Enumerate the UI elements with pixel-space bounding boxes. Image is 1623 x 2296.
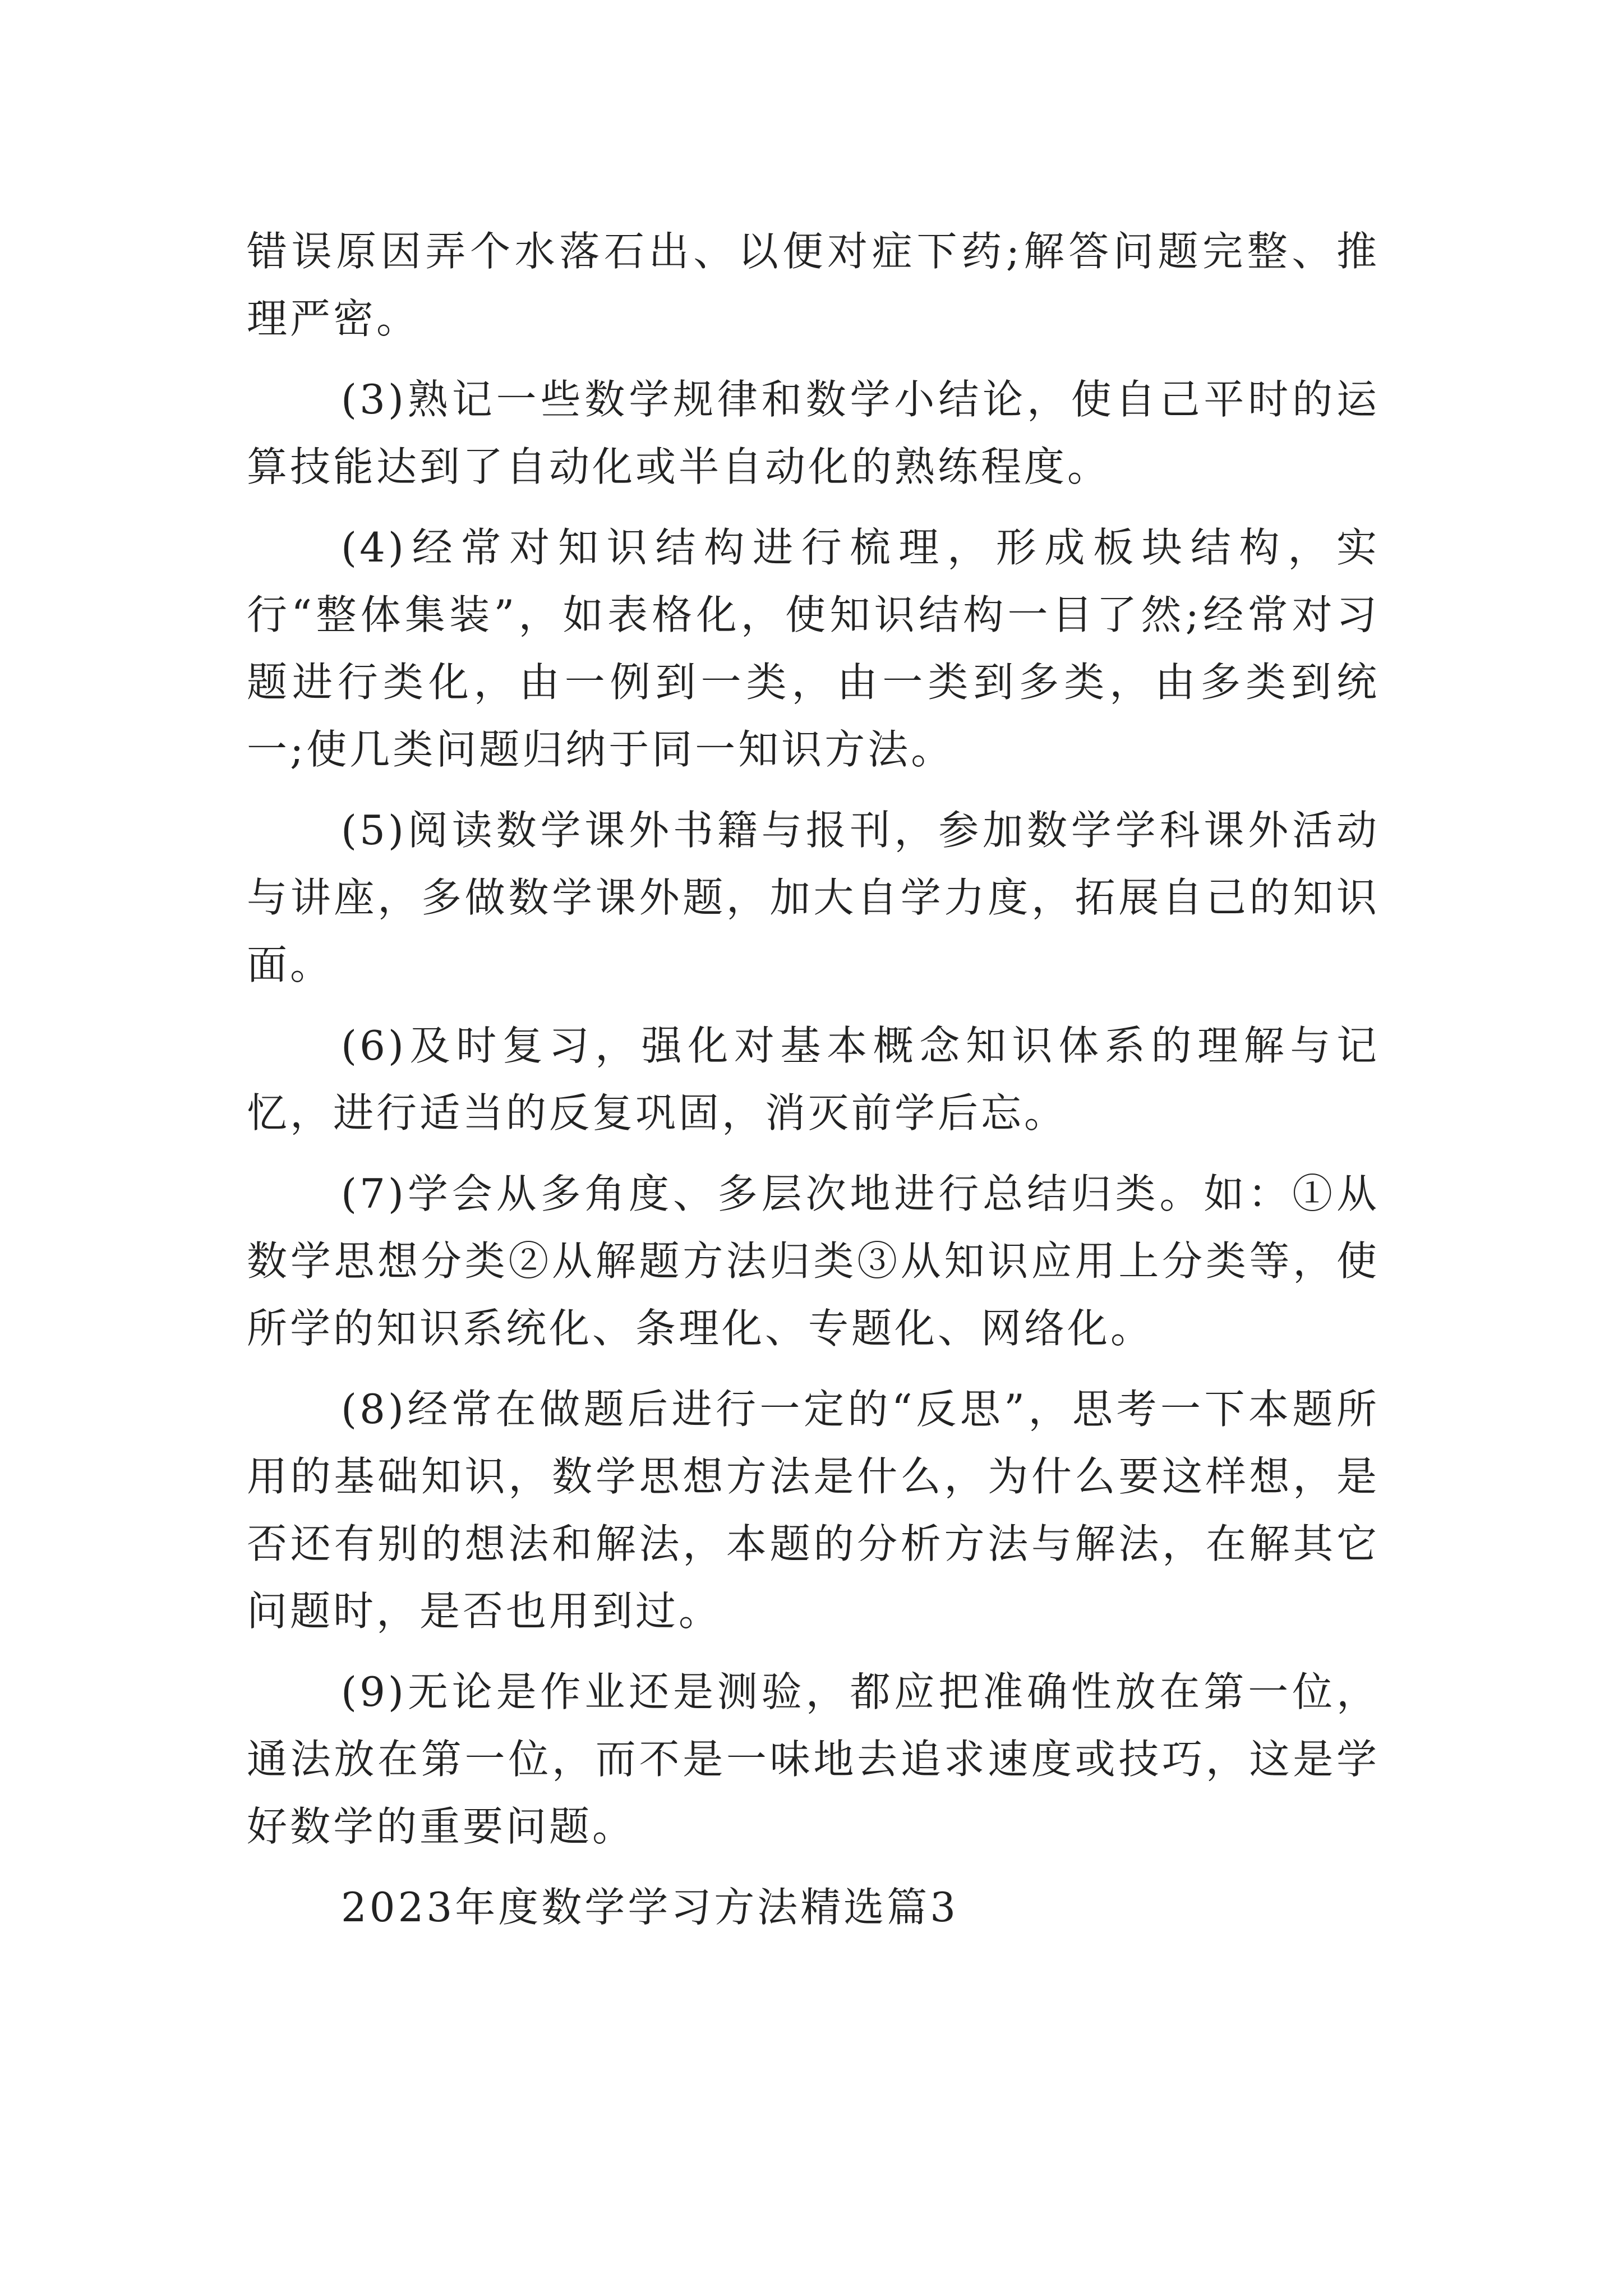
paragraph-item-9: (9)无论是作业还是测验，都应把准确性放在第一位，通法放在第一位，而不是一味地去追求速度或技巧，这是学好数学的重要问题。	[247, 1668, 1380, 1850]
paragraph-item-7: (7)学会从多角度、多层次地进行总结归类。如：①从数学思想分类②从解题方法归类③从知识应用上分类等，使所学的知识系统化、条理化、专题化、网络化。	[247, 1170, 1380, 1352]
section-heading: 2023年度数学学习方法精选篇3	[341, 1884, 959, 1931]
paragraph-item-6: (6)及时复习，强化对基本概念知识体系的理解与记忆，进行适当的反复巩固，消灭前学后忘。	[247, 1022, 1380, 1137]
paragraph-item-5: (5)阅读数学课外书籍与报刊，参加数学学科课外活动与讲座，多做数学课外题，加大自学力度，拓展自己的知识面。	[247, 807, 1380, 988]
paragraph-continuation: 错误原因弄个水落石出、以便对症下药;解答问题完整、推理严密。	[247, 228, 1380, 342]
document-body	[247, 218, 1380, 1954]
paragraph-item-8: (8)经常在做题后进行一定的“反思”，思考一下本题所用的基础知识，数学思想方法是什么，为什么要这样想，是否还有别的想法和解法，本题的分析方法与解法，在解其它问题时，是否也用到过。	[247, 1386, 1380, 1635]
paragraph-item-3: (3)熟记一些数学规律和数学小结论，使自己平时的运算技能达到了自动化或半自动化的熟练程度。	[247, 376, 1380, 490]
paragraph-item-4: (4)经常对知识结构进行梳理，形成板块结构，实行“整体集装”，如表格化，使知识结构一目了然;经常对习题进行类化，由一例到一类，由一类到多类，由多类到统一;使几类问题归纳于同一知识方法。	[247, 524, 1380, 773]
